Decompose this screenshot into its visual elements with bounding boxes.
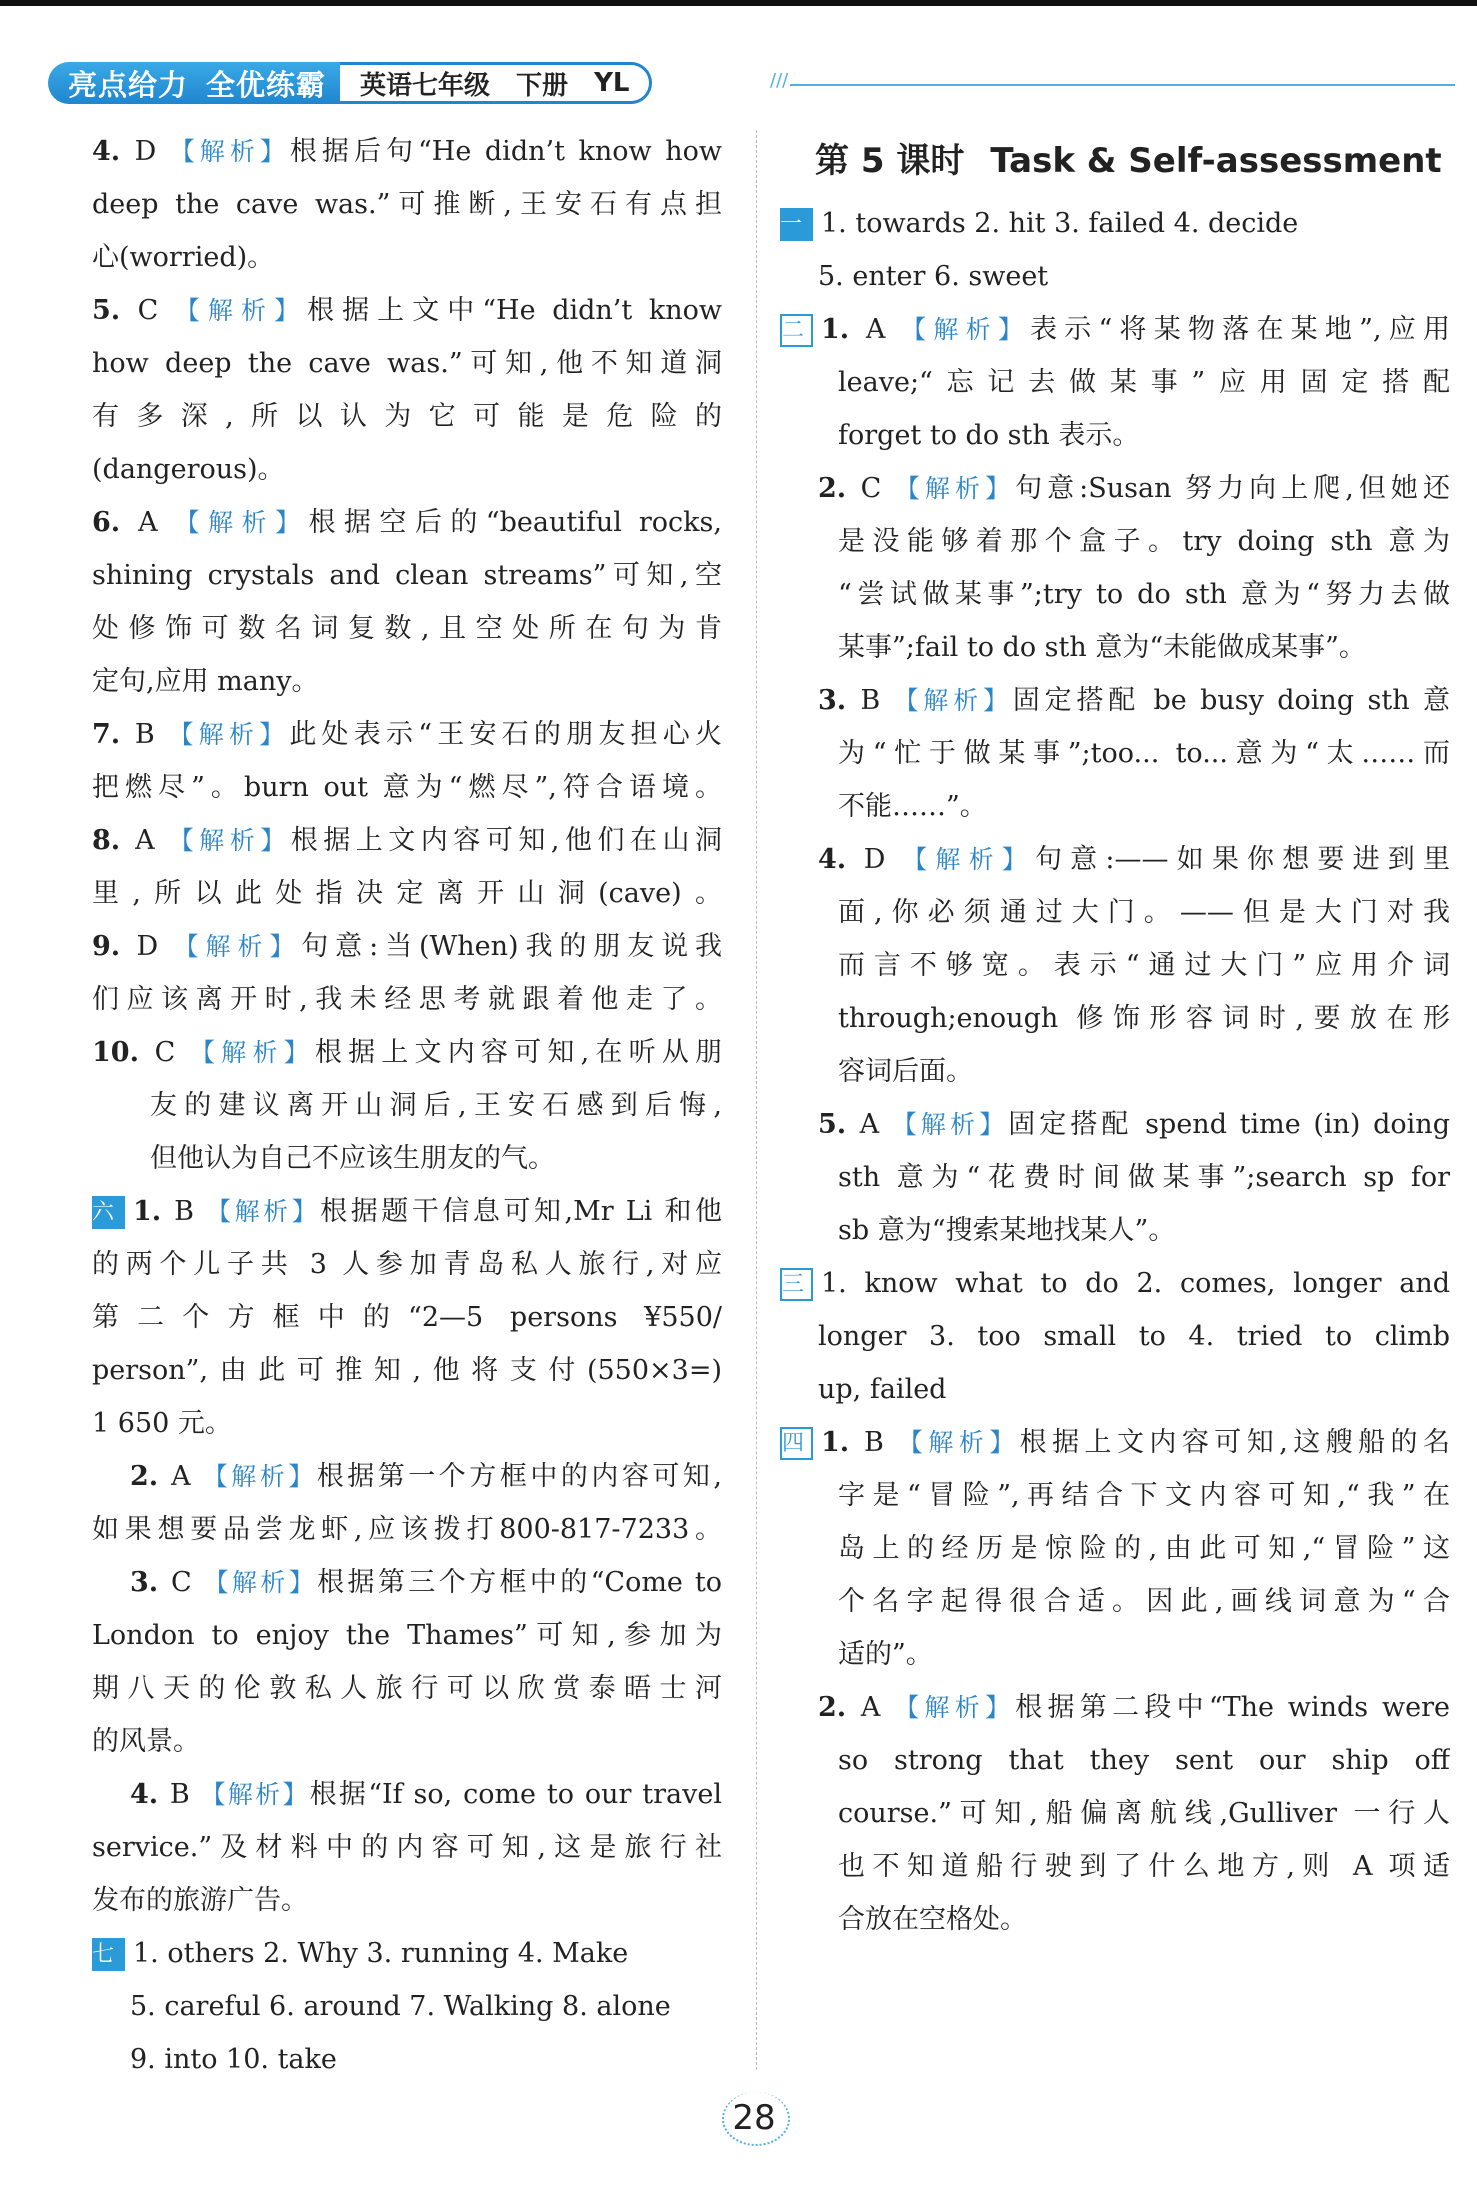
left-line	[92, 1291, 722, 1344]
answer-choice: D	[136, 931, 174, 962]
brand-name: 亮点给力	[68, 67, 189, 102]
explanation-text: 固定搭配 spend time (in) doing	[1008, 1109, 1450, 1140]
right-column	[780, 125, 1450, 1946]
explanation-text: 面,你必须通过大门。——但是大门对我	[838, 897, 1450, 928]
right-line	[780, 621, 1450, 674]
analysis-tag: 【解析】	[893, 686, 1013, 715]
explanation-text: how deep the cave was.”可知,他不知道洞	[92, 348, 722, 379]
explanation-text: longer 3. too small to 4. tried to climb	[818, 1321, 1450, 1352]
analysis-tag: 【解析】	[203, 1568, 318, 1597]
explanation-text: 1. others 2. Why 3. running 4. Make	[133, 1938, 629, 1969]
answer-choice: B	[169, 1779, 201, 1810]
explanation-text: “尝试做某事”;try to do sth 意为“努力去做	[838, 579, 1450, 610]
left-line	[92, 814, 722, 867]
right-line	[780, 939, 1450, 992]
left-line	[92, 284, 722, 337]
answer-choice: B	[134, 719, 169, 750]
left-line	[92, 1026, 722, 1079]
explanation-text: 5. enter 6. sweet	[818, 261, 1049, 292]
question-number: 10.	[92, 1037, 155, 1068]
explanation-text: 根据空后的“beautiful rocks,	[308, 507, 722, 538]
answer-choice: A	[171, 1461, 203, 1492]
right-line	[780, 462, 1450, 515]
explanation-text: person”,由此可推知,他将支付(550×3=)	[92, 1355, 722, 1386]
right-answers	[780, 197, 1450, 1946]
explanation-text: 句意:——如果你想要进到里	[1034, 844, 1450, 875]
left-line	[92, 1556, 722, 1609]
left-line	[92, 1185, 722, 1238]
section-marker: 二	[780, 314, 813, 347]
answer-choice: B	[174, 1196, 207, 1227]
left-line	[92, 1874, 722, 1927]
right-line	[780, 250, 1450, 303]
explanation-text: (dangerous)。	[92, 454, 285, 485]
answer-choice: A	[865, 314, 902, 345]
right-line	[780, 515, 1450, 568]
left-line	[92, 549, 722, 602]
analysis-tag: 【解析】	[894, 474, 1016, 503]
explanation-text: 根据第三个方框中的“Come to	[317, 1567, 722, 1598]
explanation-text: leave;“忘记去做某事”应用固定搭配	[838, 367, 1450, 398]
left-line	[92, 2033, 722, 2086]
right-line	[780, 1416, 1450, 1469]
question-number: 5.	[818, 1109, 860, 1140]
answer-choice: C	[154, 1037, 191, 1068]
question-number: 4.	[818, 844, 864, 875]
explanation-text: 定句,应用 many。	[92, 666, 319, 697]
left-line	[92, 1927, 722, 1980]
question-number: 5.	[92, 295, 138, 326]
right-line	[780, 1575, 1450, 1628]
question-number: 2.	[818, 1692, 861, 1723]
explanation-text: 某事”;fail to do sth 意为“未能做成某事”。	[838, 632, 1366, 663]
lesson-title	[780, 125, 1450, 197]
right-line	[780, 833, 1450, 886]
explanation-text: 容词后面。	[838, 1056, 973, 1087]
top-border	[0, 0, 1477, 6]
left-line	[92, 1450, 722, 1503]
answer-choice: B	[860, 685, 894, 716]
explanation-text: 1 650 元。	[92, 1408, 232, 1439]
brand-banner	[48, 62, 340, 104]
right-line	[780, 992, 1450, 1045]
right-line	[780, 568, 1450, 621]
explanation-text: 1. towards 2. hit 3. failed 4. decide	[821, 208, 1299, 239]
left-line	[92, 602, 722, 655]
left-line	[92, 1344, 722, 1397]
analysis-tag: 【解析】	[174, 296, 308, 325]
question-number: 9.	[92, 931, 137, 962]
explanation-text: 的两个儿子共 3 人参加青岛私人旅行,对应	[92, 1249, 722, 1280]
analysis-tag: 【解析】	[901, 315, 1031, 344]
question-number: 4.	[92, 136, 135, 167]
right-line	[780, 1840, 1450, 1893]
explanation-text: so strong that they sent our ship off	[838, 1745, 1450, 1776]
explanation-text: 第二个方框中的“2—5 persons ¥550/	[92, 1302, 722, 1333]
header-rule	[790, 84, 1455, 86]
question-number: 1.	[821, 1427, 865, 1458]
question-number: 7.	[92, 719, 135, 750]
grade-label: 英语七年级	[360, 70, 491, 101]
left-line	[92, 390, 722, 443]
right-line	[780, 674, 1450, 727]
right-line	[780, 303, 1450, 356]
explanation-text: 根据上文内容可知,这艘船的名	[1019, 1427, 1450, 1458]
right-line	[780, 1204, 1450, 1257]
header-ticks: ///	[770, 70, 789, 91]
left-line	[92, 655, 722, 708]
explanation-text: 表示“将某物落在某地”,应用	[1030, 314, 1450, 345]
explanation-text: 把燃尽”。burn out 意为“燃尽”,符合语境。	[92, 772, 722, 803]
left-line	[92, 178, 722, 231]
brand-slogan: 全优练霸	[206, 67, 327, 102]
explanation-text: 如果想要品尝龙虾,应该拨打800-817-7233。	[92, 1514, 722, 1545]
question-number: 4.	[130, 1779, 170, 1810]
explanation-text: 根据“If so, come to our travel	[309, 1779, 722, 1810]
explanation-text: service.”及材料中的内容可知,这是旅行社	[92, 1832, 722, 1863]
explanation-text: 根据上文内容可知,在听从朋	[314, 1037, 722, 1068]
analysis-tag: 【解析】	[168, 826, 291, 855]
right-line	[780, 1045, 1450, 1098]
right-line	[780, 1893, 1450, 1946]
right-line	[780, 1469, 1450, 1522]
question-number: 3.	[130, 1567, 171, 1598]
left-line	[92, 920, 722, 973]
explanation-text: shining crystals and clean streams”可知,空	[92, 560, 722, 591]
left-line	[92, 1609, 722, 1662]
answer-choice: B	[864, 1427, 898, 1458]
page-number: 28	[714, 2090, 794, 2146]
explanation-text: 们应该离开时,我未经思考就跟着他走了。	[92, 984, 722, 1015]
page-header	[48, 60, 652, 106]
analysis-tag: 【解析】	[902, 845, 1035, 874]
analysis-tag: 【解析】	[168, 720, 290, 749]
explanation-text: 根据上文中“He didn’t know	[307, 295, 722, 326]
left-line	[92, 1397, 722, 1450]
section-marker: 四	[780, 1427, 813, 1460]
explanation-text: 期八天的伦敦私人旅行可以欣赏泰晤士河	[92, 1673, 722, 1704]
right-line	[780, 886, 1450, 939]
explanation-text: 为“忙于做某事”;too... to...意为“太……而	[838, 738, 1450, 769]
explanation-text: 处修饰可数名词复数,且空处所在句为肯	[92, 613, 722, 644]
left-line	[92, 496, 722, 549]
right-line	[780, 1628, 1450, 1681]
explanation-text: 句意:当(When)我的朋友说我	[301, 931, 722, 962]
left-column	[92, 125, 722, 2086]
answer-choice: A	[860, 1692, 895, 1723]
explanation-text: 根据后句“He didn’t know how	[289, 136, 722, 167]
explanation-text: 也不知道船行驶到了什么地方,则 A 项适	[838, 1851, 1450, 1882]
left-line	[92, 231, 722, 284]
left-line	[92, 1715, 722, 1768]
explanation-text: 根据题干信息可知,Mr Li 和他	[320, 1196, 722, 1227]
left-line	[92, 708, 722, 761]
left-line	[92, 1132, 722, 1185]
left-line	[92, 443, 722, 496]
left-line	[92, 337, 722, 390]
analysis-tag: 【解析】	[190, 1038, 315, 1067]
explanation-text: 友的建议离开山洞后,王安石感到后悔,	[150, 1090, 722, 1121]
lesson-name: Task & Self-assessment	[990, 141, 1442, 181]
explanation-text: 句意:Susan 努力向上爬,但她还	[1015, 473, 1450, 504]
edition-label: YL	[594, 68, 630, 98]
explanation-text: up, failed	[818, 1374, 947, 1405]
explanation-text: 字是“冒险”,再结合下文内容可知,“我”在	[838, 1480, 1450, 1511]
right-line	[780, 1363, 1450, 1416]
answer-choice: C	[137, 295, 175, 326]
explanation-text: 9. into 10. take	[130, 2044, 337, 2075]
left-line	[92, 125, 722, 178]
left-line	[92, 761, 722, 814]
left-line	[92, 973, 722, 1026]
column-divider	[756, 130, 757, 2070]
question-number: 6.	[92, 507, 139, 538]
right-line	[780, 727, 1450, 780]
right-line	[780, 1522, 1450, 1575]
right-line	[780, 1151, 1450, 1204]
answer-choice: C	[860, 473, 895, 504]
right-line	[780, 1310, 1450, 1363]
right-line	[780, 409, 1450, 462]
question-number: 8.	[92, 825, 136, 856]
explanation-text: through;enough 修饰形容词时,要放在形	[838, 1003, 1450, 1034]
explanation-text: 5. careful 6. around 7. Walking 8. alone	[130, 1991, 671, 2022]
question-number: 1.	[821, 314, 866, 345]
answer-choice: D	[134, 136, 170, 167]
left-line	[92, 867, 722, 920]
explanation-text: 合放在空格处。	[838, 1904, 1027, 1935]
left-line	[92, 1980, 722, 2033]
analysis-tag: 【解析】	[891, 1110, 1009, 1139]
explanation-text: sb 意为“搜索某地找某人”。	[838, 1215, 1176, 1246]
answer-choice: A	[859, 1109, 892, 1140]
explanation-text: 有多深,所以认为它可能是危险的	[92, 401, 722, 432]
analysis-tag: 【解析】	[173, 932, 302, 961]
explanation-text: 发布的旅游广告。	[92, 1885, 308, 1916]
question-number: 1.	[133, 1196, 175, 1227]
answer-choice: D	[863, 844, 903, 875]
question-number: 2.	[130, 1461, 172, 1492]
right-line	[780, 197, 1450, 250]
explanation-text: deep the cave was.”可推断,王安石有点担	[92, 189, 722, 220]
explanation-text: course.”可知,船偏离航线,Gulliver 一行人	[838, 1798, 1450, 1829]
explanation-text: 根据第二段中“The winds were	[1015, 1692, 1450, 1723]
answer-choice: A	[135, 825, 169, 856]
explanation-text: forget to do sth 表示。	[838, 420, 1140, 451]
left-line	[92, 1662, 722, 1715]
right-line	[780, 1787, 1450, 1840]
explanation-text: 里,所以此处指决定离开山洞(cave)。	[92, 878, 722, 909]
right-line	[780, 1681, 1450, 1734]
left-line	[92, 1079, 722, 1132]
explanation-text: 但他认为自己不应该生朋友的气。	[150, 1143, 555, 1174]
subject-box	[340, 62, 652, 104]
analysis-tag: 【解析】	[169, 137, 290, 166]
explanation-text: 而言不够宽。表示“通过大门”应用介词	[838, 950, 1450, 981]
section-marker: 三	[780, 1268, 813, 1301]
explanation-text: London to enjoy the Thames”可知,参加为	[92, 1620, 722, 1651]
explanation-text: 不能……”。	[838, 791, 987, 822]
analysis-tag: 【解析】	[206, 1197, 321, 1226]
right-line	[780, 780, 1450, 833]
analysis-tag: 【解析】	[202, 1462, 317, 1491]
analysis-tag: 【解析】	[200, 1780, 310, 1809]
section-marker: 七	[92, 1938, 125, 1971]
term-label: 下册	[516, 70, 569, 101]
explanation-text: 根据第一个方框中的内容可知,	[316, 1461, 722, 1492]
question-number: 3.	[818, 685, 861, 716]
explanation-text: 是没能够着那个盒子。try doing sth 意为	[838, 526, 1450, 557]
analysis-tag: 【解析】	[897, 1428, 1020, 1457]
explanation-text: 此处表示“王安石的朋友担心火	[289, 719, 722, 750]
explanation-text: 心(worried)。	[92, 242, 275, 273]
left-line	[92, 1503, 722, 1556]
answer-choice: C	[170, 1567, 204, 1598]
analysis-tag: 【解析】	[894, 1693, 1016, 1722]
explanation-text: 根据上文内容可知,他们在山洞	[290, 825, 722, 856]
right-line	[780, 356, 1450, 409]
explanation-text: 的风景。	[92, 1726, 200, 1757]
explanation-text: 固定搭配 be busy doing sth 意	[1012, 685, 1450, 716]
analysis-tag: 【解析】	[174, 508, 309, 537]
section-marker: 六	[92, 1196, 125, 1229]
explanation-text: 岛上的经历是惊险的,由此可知,“冒险”这	[838, 1533, 1450, 1564]
section-marker: 一	[780, 208, 813, 241]
explanation-text: sth 意为“花费时间做某事”;search sp for	[838, 1162, 1450, 1193]
question-number: 2.	[818, 473, 861, 504]
explanation-text: 个名字起得很合适。因此,画线词意为“合	[838, 1586, 1450, 1617]
answer-choice: A	[138, 507, 175, 538]
right-line	[780, 1098, 1450, 1151]
right-line	[780, 1257, 1450, 1310]
left-line	[92, 1821, 722, 1874]
left-line	[92, 1768, 722, 1821]
lesson-number: 第 5 课时	[815, 141, 965, 181]
explanation-text: 适的”。	[838, 1639, 933, 1670]
left-line	[92, 1238, 722, 1291]
explanation-text: 1. know what to do 2. comes, longer and	[821, 1268, 1450, 1299]
right-line	[780, 1734, 1450, 1787]
